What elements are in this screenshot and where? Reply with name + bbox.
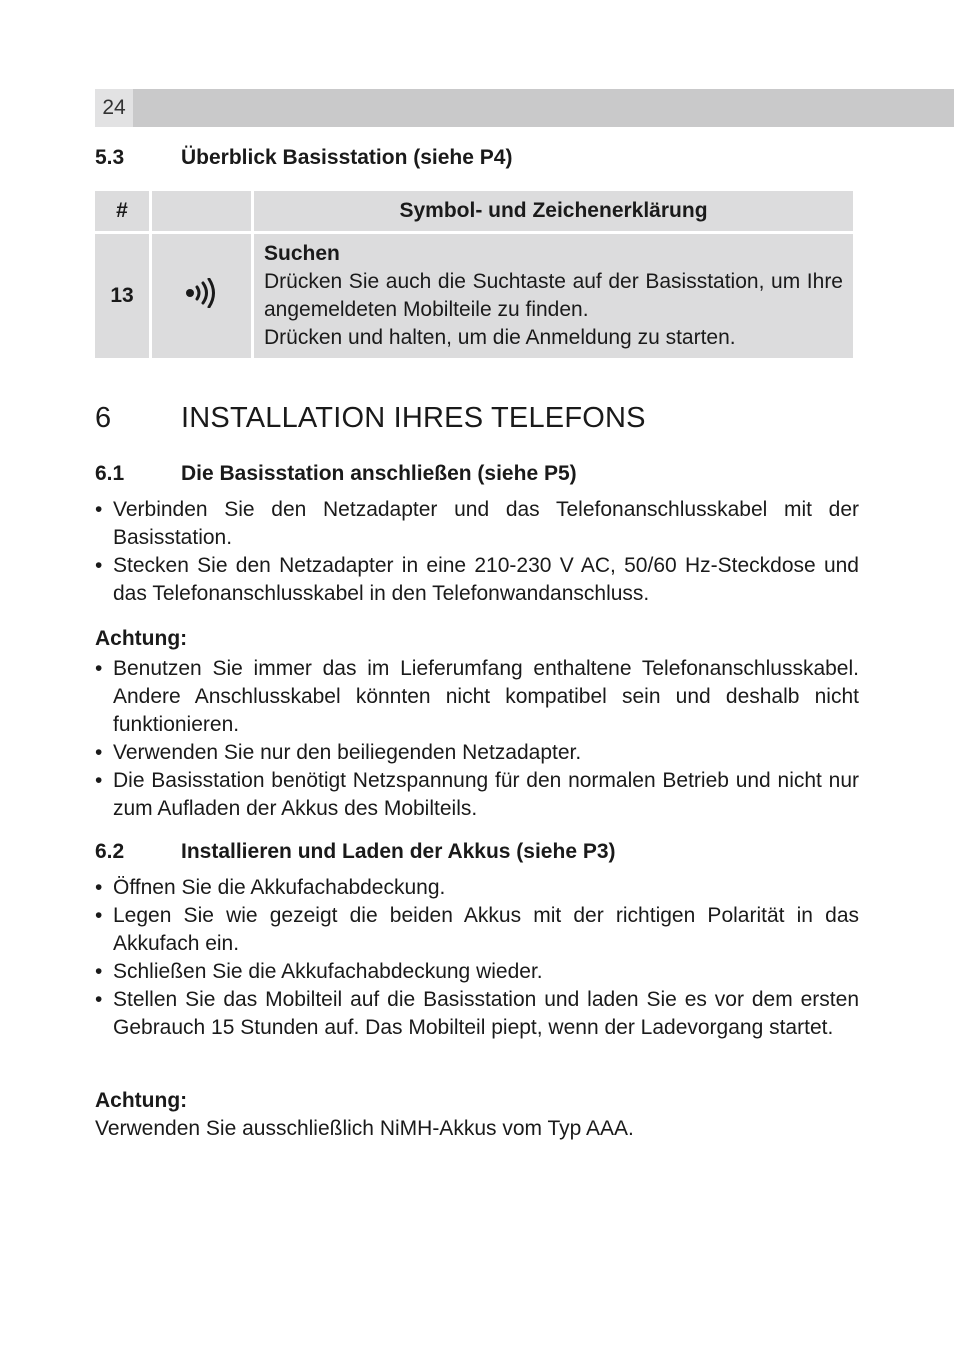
section-5-3-heading: [95, 146, 512, 170]
section-number: 6.2: [95, 840, 125, 863]
list-item: • Stellen Sie das Mobilteil auf die Basisstation und laden Sie es vor dem ersten Gebrauch 15 Stunden auf. Das Mobilteil piept, wenn der Ladevorgang startet.: [95, 988, 859, 1039]
section-title: INSTALLATION IHRES TELEFONS: [181, 402, 646, 434]
row-description: [254, 234, 853, 358]
section-title: Installieren und Laden der Akkus (siehe P3): [181, 840, 616, 863]
note-text: Verwenden Sie ausschließlich NiMH-Akkus vom Typ AAA.: [95, 1117, 634, 1140]
list-item: • Benutzen Sie immer das im Lieferumfang enthaltene Telefonanschlusskabel. Andere Anschlusskabel könnten nicht kompatibel sein und deshalb nicht funktionieren.: [95, 657, 859, 736]
list-item: • Stecken Sie den Netzadapter in eine 210-230 V AC, 50/60 Hz-Steckdose und das Telefonanschlusskabel in den Telefonwandanschluss.: [95, 554, 859, 605]
section-6-heading: [95, 402, 646, 435]
list-item: • Verbinden Sie den Netzadapter und das Telefonanschlusskabel mit der Basisstation.: [95, 498, 859, 549]
search-signal-icon: [185, 290, 219, 313]
row-num: 13: [95, 234, 149, 358]
note-heading: Achtung:: [95, 627, 188, 650]
row-line-1: Drücken Sie auch die Suchtaste auf der Basisstation, um Ihre angemeldeten Mobilteile zu finden.: [264, 270, 843, 321]
section-6-1-heading: [95, 462, 577, 486]
row-title: Suchen: [264, 242, 340, 265]
section-title: Die Basisstation anschließen (siehe P5): [181, 462, 577, 485]
table-header-row: [95, 191, 853, 231]
section-number: 6.1: [95, 462, 125, 485]
row-icon-cell: [152, 234, 251, 358]
symbol-table: [92, 188, 856, 361]
header-icon: [152, 191, 251, 231]
list-item: • Schließen Sie die Akkufachabdeckung wieder.: [95, 960, 543, 983]
list-item: • Legen Sie wie gezeigt die beiden Akkus mit der richtigen Polarität in das Akkufach ein.: [95, 904, 859, 955]
list-item: • Verwenden Sie nur den beiliegenden Netzadapter.: [95, 741, 582, 764]
section-number: 5.3: [95, 146, 125, 169]
section-6-2-list: [95, 874, 859, 1042]
section-6-2-heading: [95, 840, 616, 864]
section-6-1-note-list: [95, 655, 859, 823]
list-item: • Öffnen Sie die Akkufachabdeckung.: [95, 876, 446, 899]
row-line-2: Drücken und halten, um die Anmeldung zu starten.: [264, 326, 736, 349]
section-number: 6: [95, 402, 112, 434]
section-title: Überblick Basisstation (siehe P4): [181, 146, 513, 169]
page-number: 24: [95, 89, 133, 127]
header-num: #: [95, 191, 149, 231]
section-6-1-list: [95, 496, 859, 608]
note-heading: Achtung:: [95, 1089, 188, 1112]
table-row: [95, 234, 853, 358]
header-desc: Symbol- und Zeichenerklärung: [254, 191, 853, 231]
page-header-bar: [95, 89, 954, 127]
list-item: • Die Basisstation benötigt Netzspannung für den normalen Betrieb und nicht nur zum Aufladen der Akkus des Mobilteils.: [95, 769, 859, 820]
